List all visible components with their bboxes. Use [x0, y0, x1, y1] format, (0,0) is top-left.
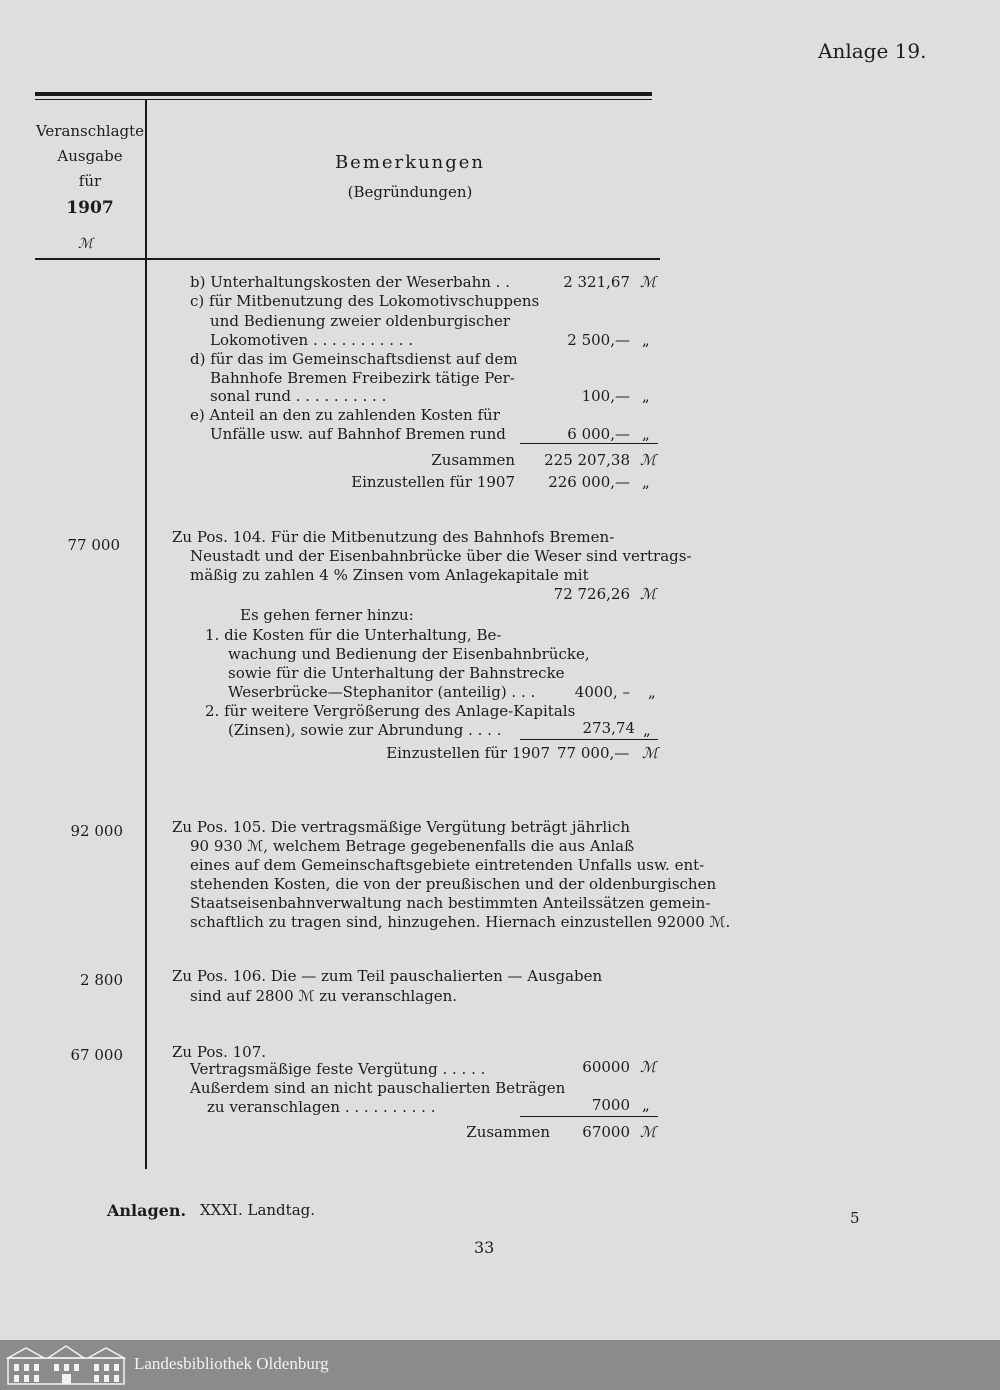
top-rule-thin — [35, 99, 652, 100]
text-line: Zu Pos. 106. Die — zum Teil pauschalierten — Ausgaben — [172, 967, 603, 985]
amount-column-value: 92 000 — [70, 822, 123, 840]
text-line: 90 930 ℳ, welchem Betrage gegebenenfalls die aus Anlaß — [190, 837, 635, 855]
col1-unit: ℳ — [78, 236, 93, 252]
text-line: c) für Mitbenutzung des Lokomotivschuppens — [190, 292, 540, 310]
unit: „ — [642, 387, 650, 405]
anlage-label: Anlage 19. — [818, 39, 927, 63]
amount: 6 000,— — [567, 425, 630, 443]
landtag-label: XXXI. Landtag. — [200, 1201, 316, 1219]
text-line: zu veranschlagen . . . . . . . . . . — [207, 1098, 436, 1116]
final-amount: 77 000,— — [557, 744, 630, 762]
line1-amount: 60000 — [582, 1058, 630, 1076]
text-line: eines auf dem Gemeinschaftsgebiete eintretenden Unfalls usw. ent- — [190, 856, 705, 874]
text-line: (Zinsen), sowie zur Abrundung . . . . — [228, 721, 502, 739]
item1-amount: 4000, – — [574, 683, 630, 701]
library-name: Landesbibliothek Oldenburg — [134, 1354, 329, 1373]
unit: „ — [642, 425, 650, 443]
text-line: sowie für die Unterhaltung der Bahnstrecke — [228, 664, 565, 682]
amount: 100,— — [581, 387, 630, 405]
text-line: schaftlich zu tragen sind, hinzugehen. Hiernach einzustellen 92000 ℳ. — [190, 913, 731, 931]
text-line: wachung und Bedienung der Eisenbahnbrücke, — [228, 645, 590, 663]
line3-amount: 7000 — [591, 1096, 630, 1114]
library-footer-bar — [0, 1340, 1000, 1390]
text-line: sind auf 2800 ℳ zu veranschlagen. — [190, 987, 458, 1005]
sum-amount: 225 207,38 — [544, 451, 630, 469]
final-unit: ℳ — [642, 744, 659, 762]
text-line: Außerdem sind an nicht pauschalierten Beträgen — [190, 1079, 566, 1097]
line1-unit: ℳ — [640, 1058, 657, 1076]
text-line: Lokomotiven . . . . . . . . . . . — [210, 331, 414, 349]
header-rule — [35, 258, 660, 260]
top-rule — [35, 92, 652, 96]
sum-amount: 67000 — [582, 1123, 630, 1141]
item2-amount: 273,74 — [582, 719, 635, 737]
unit: „ — [642, 331, 650, 349]
capital-amount: 72 726,26 — [553, 585, 630, 603]
col1-line2: Ausgabe — [57, 147, 123, 165]
capital-unit: ℳ — [640, 585, 657, 603]
text-line: stehenden Kosten, die von der preußischen und der oldenburgischen — [190, 875, 717, 893]
further-heading: Es gehen ferner hinzu: — [240, 606, 414, 624]
final-label: Einzustellen für 1907 — [351, 473, 515, 491]
final-unit: „ — [642, 473, 650, 491]
sum-rule — [520, 739, 658, 740]
sum-unit: ℳ — [640, 451, 657, 469]
sum-rule — [520, 1116, 658, 1117]
sum-unit: ℳ — [640, 1123, 657, 1141]
amount: 2 500,— — [567, 331, 630, 349]
text-line: e) Anteil an den zu zahlenden Kosten für — [190, 406, 500, 424]
pos-heading: Zu Pos. 107. — [172, 1043, 266, 1061]
text-line: Vertragsmäßige feste Vergütung . . . . . — [190, 1060, 486, 1078]
text-line: d) für das im Gemeinschaftsdienst auf dem — [190, 350, 518, 368]
library-building-icon — [6, 1344, 126, 1386]
sum-label: Zusammen — [431, 451, 515, 469]
page-number: 33 — [474, 1238, 495, 1257]
text-line: und Bedienung zweier oldenburgischer — [210, 312, 511, 330]
sum-rule — [520, 443, 658, 444]
sheet-number: 5 — [850, 1209, 860, 1227]
amount: 2 321,67 — [563, 273, 630, 291]
col2-subtitle: (Begründungen) — [347, 183, 473, 201]
text-line: Weserbrücke—Stephanitor (anteilig) . . . — [228, 683, 536, 701]
item1-unit: „ — [648, 683, 656, 701]
col2-title: Bemerkungen — [334, 152, 486, 173]
text-line: 1. die Kosten für die Unterhaltung, Be- — [205, 626, 502, 644]
text-line: b) Unterhaltungskosten der Weserbahn . . — [190, 273, 510, 291]
amount-column-value: 67 000 — [70, 1046, 123, 1064]
col1-line1: Veranschlagte — [35, 122, 145, 140]
sum-label: Zusammen — [466, 1123, 550, 1141]
text-line: sonal rund . . . . . . . . . . — [210, 387, 387, 405]
anlagen-label: Anlagen. — [107, 1201, 187, 1220]
item2-unit: „ — [643, 721, 651, 739]
col1-year: 1907 — [66, 198, 114, 218]
final-label: Einzustellen für 1907 — [386, 744, 550, 762]
text-line: Neustadt und der Eisenbahnbrücke über die Weser sind vertrags- — [190, 547, 692, 565]
line3-unit: „ — [642, 1096, 650, 1114]
amount-column-value: 2 800 — [80, 971, 123, 989]
text-line: 2. für weitere Vergrößerung des Anlage-Kapitals — [205, 702, 576, 720]
col1-line3: für — [78, 172, 102, 190]
text-line: Zu Pos. 104. Für die Mitbenutzung des Bahnhofs Bremen- — [172, 528, 615, 546]
text-line: Zu Pos. 105. Die vertragsmäßige Vergütung beträgt jährlich — [172, 818, 631, 836]
text-line: Bahnhofe Bremen Freibezirk tätige Per- — [210, 369, 515, 387]
amount-column-value: 77 000 — [67, 536, 120, 554]
text-line: Staatseisenbahnverwaltung nach bestimmten Anteilssätzen gemein- — [190, 894, 711, 912]
text-line: mäßig zu zahlen 4 % Zinsen vom Anlagekapitale mit — [190, 566, 589, 584]
final-amount: 226 000,— — [548, 473, 630, 491]
unit: ℳ — [640, 273, 657, 291]
text-line: Unfälle usw. auf Bahnhof Bremen rund — [210, 425, 506, 443]
